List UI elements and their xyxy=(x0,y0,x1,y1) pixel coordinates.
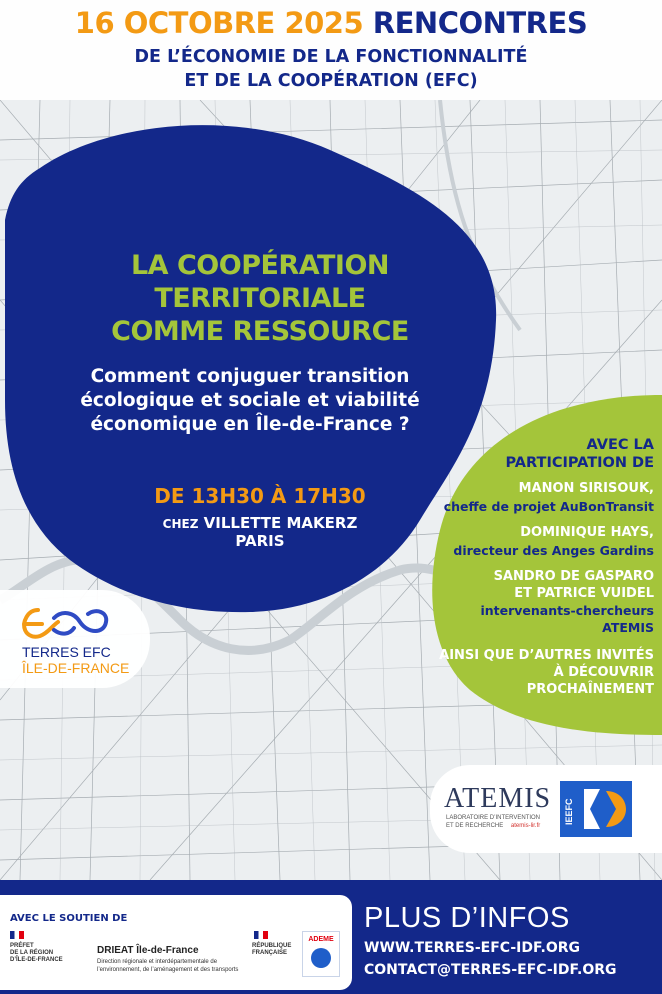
support-label: AVEC LE SOUTIEN DE xyxy=(10,913,128,924)
header-subtitle-1: DE L’ÉCONOMIE DE LA FONCTIONNALITÉ xyxy=(134,47,528,67)
ieefc-text: IEEFC xyxy=(564,798,574,825)
atemis-sub-2 xyxy=(446,823,540,829)
prefet-line-3: D’ÎLE-DE-FRANCE xyxy=(10,957,63,963)
header-subtitle-2: ET DE LA COOPÉRATION (EFC) xyxy=(184,71,478,91)
event-date: 16 OCTOBRE 2025 xyxy=(74,6,364,40)
participant-3-name-2: ET PATRICE VUIDEL xyxy=(514,586,654,601)
participant-1-role: cheffe de projet AuBonTransit xyxy=(443,499,654,514)
terres-efc-region: ÎLE-DE-FRANCE xyxy=(22,660,130,676)
ieefc-mark-icon xyxy=(580,787,628,831)
participant-3-name: SANDRO DE GASPARO xyxy=(493,569,654,584)
participants-heading-2: PARTICIPATION DE xyxy=(505,455,654,471)
main-title-line-1: LA COOPÉRATION xyxy=(130,250,390,281)
participants-heading-1: AVEC LA xyxy=(586,437,654,453)
republique-line-2: FRANÇAISE xyxy=(252,950,288,956)
terres-efc-logo xyxy=(0,590,150,688)
event-time: DE 13H30 À 17H30 xyxy=(154,484,366,508)
partner-logos-card xyxy=(430,765,662,853)
prefet-line-1: PRÉFET xyxy=(10,943,34,949)
question-line-3: économique en Île-de-France ? xyxy=(90,414,410,435)
republique-line-1: RÉPUBLIQUE xyxy=(252,943,292,949)
participant-3-role: intervenants-chercheurs xyxy=(480,603,654,618)
question-line-2: écologique et sociale et viabilité xyxy=(80,390,420,411)
infinity-logo-icon xyxy=(18,604,114,644)
website-link[interactable]: WWW.TERRES-EFC-IDF.ORG xyxy=(364,940,580,956)
prefet-line-2: DE LA RÉGION xyxy=(10,950,54,956)
other-guests-line-2: À DÉCOUVRIR xyxy=(553,665,654,680)
ieefc-logo xyxy=(560,781,632,837)
ademe-text: ADEME xyxy=(308,936,334,943)
terres-efc-text: TERRES EFC xyxy=(22,644,111,660)
other-guests-line-1: AINSI QUE D’AUTRES INVITÉS xyxy=(439,648,654,663)
question-line-1: Comment conjuguer transition xyxy=(90,366,410,387)
venue-name: VILLETTE MAKERZ xyxy=(203,514,358,532)
atemis-logo-name: ATEMIS xyxy=(444,783,552,814)
drieat-desc-2: l’environnement, de l’aménagement et des transports xyxy=(97,967,239,973)
venue-city: PARIS xyxy=(235,532,285,550)
ademe-logo xyxy=(302,931,340,977)
french-flag-icon xyxy=(10,931,24,939)
participant-1-name: MANON SIRISOUK, xyxy=(518,481,654,496)
more-info-title: PLUS D’INFOS xyxy=(364,902,570,934)
atemis-sub-1: LABORATOIRE D’INTERVENTION xyxy=(446,815,541,821)
sponsor-card xyxy=(0,895,352,990)
participant-3-role-2: ATEMIS xyxy=(602,620,654,635)
drieat-title: DRIEAT Île-de-France xyxy=(97,945,199,956)
event-venue xyxy=(60,514,460,532)
venue-prefix: CHEZ xyxy=(162,517,199,531)
ademe-badge-icon xyxy=(311,948,331,968)
republique-flag-icon xyxy=(254,931,268,939)
atemis-sub-2-text: ET DE RECHERCHE xyxy=(446,823,504,829)
other-guests-line-3: PROCHAÎNEMENT xyxy=(526,682,654,697)
main-title-line-2: TERRITORIALE xyxy=(154,283,366,314)
main-title-line-3: COMME RESSOURCE xyxy=(111,316,409,347)
header-rencontres: RENCONTRES xyxy=(372,6,588,40)
contact-email-link[interactable]: CONTACT@TERRES-EFC-IDF.ORG xyxy=(364,962,617,978)
participant-2-name: DOMINIQUE HAYS, xyxy=(520,525,654,540)
participant-2-role: directeur des Anges Gardins xyxy=(453,543,654,558)
drieat-desc-1: Direction régionale et interdépartementale de xyxy=(97,959,218,965)
atemis-url: atemis-lir.fr xyxy=(510,823,541,829)
